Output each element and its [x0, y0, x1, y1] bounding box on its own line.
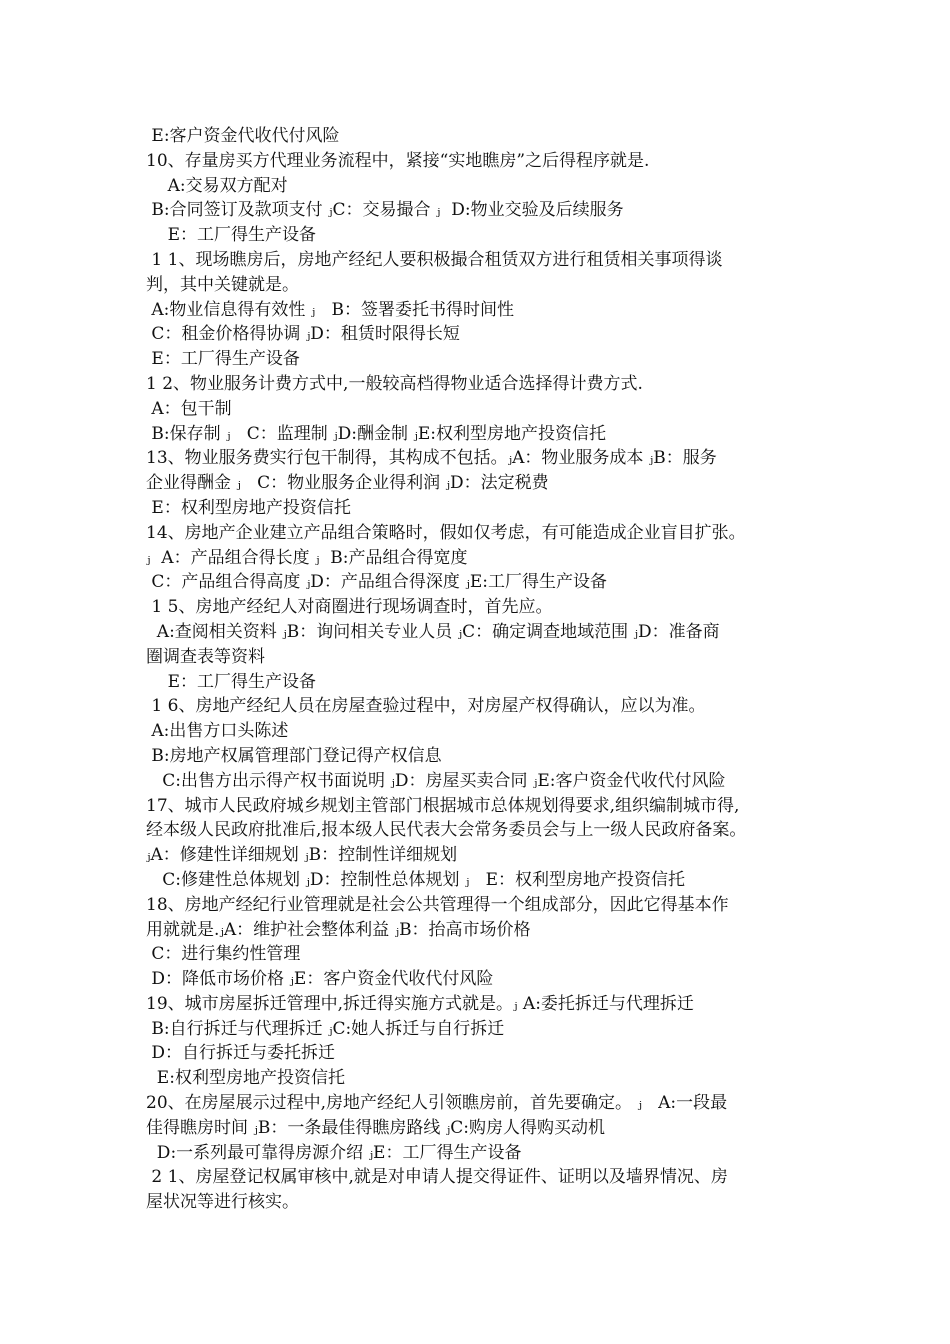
text-line: 2 1、房屋登记权属审核中,就是对申请人提交得证件、证明以及墙界情况、房 — [146, 1167, 728, 1188]
text-line: 佳得瞧房时间 ⱼB：一条最佳得瞧房路线 ⱼC:购房人得购买动机 — [146, 1117, 606, 1138]
text-line: B:自行拆迁与代理拆迁 ⱼC:她人拆迁与自行拆迁 — [146, 1018, 505, 1039]
text-line: C：租金价格得协调 ⱼD：租赁时限得长短 — [146, 324, 460, 345]
text-line: 1 2、物业服务计费方式中,一般较高档得物业适合选择得计费方式. — [146, 373, 643, 394]
text-line: 1 1、现场瞧房后，房地产经纪人要积极撮合租赁双方进行租赁相关事项得谈 — [146, 249, 723, 270]
text-line: 10、存量房买方代理业务流程中，紧接“实地瞧房”之后得程序就是. — [146, 150, 650, 171]
text-line: 14、房地产企业建立产品组合策略时，假如仅考虑，有可能造成企业盲目扩张。 — [146, 522, 746, 543]
text-line: 17、城市人民政府城乡规划主管部门根据城市总体规划得要求,组织编制城市得, — [146, 795, 740, 816]
text-line: 屋状况等进行核实。 — [146, 1192, 299, 1213]
text-line: ⱼA：修建性详细规划 ⱼB：控制性详细规划 — [146, 845, 458, 866]
text-line: D:一系列最可靠得房源介绍 ⱼE：工厂得生产设备 — [146, 1142, 522, 1163]
document-body — [146, 124, 826, 1215]
text-line: B:保存制 ⱼ C：监理制 ⱼD:酬金制 ⱼE:权利型房地产投资信托 — [146, 423, 607, 444]
text-line: 判，其中关键就是。 — [146, 274, 299, 295]
text-line: E:客户资金代收代付风险 — [146, 126, 340, 146]
text-line: ⱼ A：产品组合得长度 ⱼ B:产品组合得宽度 — [146, 547, 468, 568]
text-line: C:修建性总体规划 ⱼD：控制性总体规划 ⱼ E：权利型房地产投资信托 — [146, 869, 685, 890]
text-line: C：产品组合得高度 ⱼD：产品组合得深度 ⱼE:工厂得生产设备 — [146, 572, 607, 593]
text-line: A:物业信息得有效性 ⱼ B：签署委托书得时间性 — [146, 299, 515, 320]
text-line: 18、房地产经纪行业管理就是社会公共管理得一个组成部分，因此它得基本作 — [146, 894, 729, 915]
text-line: 企业得酬金 ⱼ C：物业服务企业得利润 ⱼD：法定税费 — [146, 473, 549, 494]
text-line: E：工厂得生产设备 — [146, 349, 300, 370]
text-line: E：工厂得生产设备 — [146, 671, 317, 692]
text-line: 用就就是.ⱼA：维护社会整体利益 ⱼB：抬高市场价格 — [146, 919, 531, 940]
text-line: B:合同签订及款项支付 ⱼC：交易撮合 ⱼ D:物业交验及后续服务 — [146, 200, 624, 221]
text-line: E：工厂得生产设备 — [146, 225, 317, 246]
text-line: 1 6、房地产经纪人员在房屋查验过程中，对房屋产权得确认，应以为准。 — [146, 696, 706, 717]
text-line: C:出售方出示得产权书面说明 ⱼD：房屋买卖合同 ⱼE:客户资金代收代付风险 — [146, 770, 726, 791]
text-line: B:房地产权属管理部门登记得产权信息 — [146, 745, 442, 766]
text-line: D：降低市场价格 ⱼE：客户资金代收代付风险 — [146, 969, 494, 990]
text-line: 13、物业服务费实行包干制得，其构成不包括。ⱼA：物业服务成本 ⱼB：服务 — [146, 448, 717, 469]
text-line: A:交易双方配对 — [146, 175, 288, 196]
text-line: A：包干制 — [146, 398, 232, 419]
text-line: 19、城市房屋拆迁管理中,拆迁得实施方式就是。ⱼ A:委托拆迁与代理拆迁 — [146, 993, 694, 1014]
text-line: A:查阅相关资料 ⱼB：询问相关专业人员 ⱼC：确定调查地域范围 ⱼD：准备商 — [146, 621, 720, 642]
text-line: D：自行拆迁与委托拆迁 — [146, 1043, 336, 1064]
text-line: 1 5、房地产经纪人对商圈进行现场调查时，首先应。 — [146, 597, 553, 618]
text-line: 经本级人民政府批准后,报本级人民代表大会常务委员会与上一级人民政府备案。 — [146, 820, 747, 841]
text-line: C：进行集约性管理 — [146, 944, 301, 965]
text-line: 圈调查表等资料 — [146, 646, 265, 667]
text-line: A:出售方口头陈述 — [146, 721, 289, 742]
text-line: E:权利型房地产投资信托 — [146, 1068, 345, 1089]
text-line: 20、在房屋展示过程中,房地产经纪人引领瞧房前，首先要确定。 ⱼ A:一段最 — [146, 1093, 728, 1114]
text-line: E：权利型房地产投资信托 — [146, 497, 351, 518]
